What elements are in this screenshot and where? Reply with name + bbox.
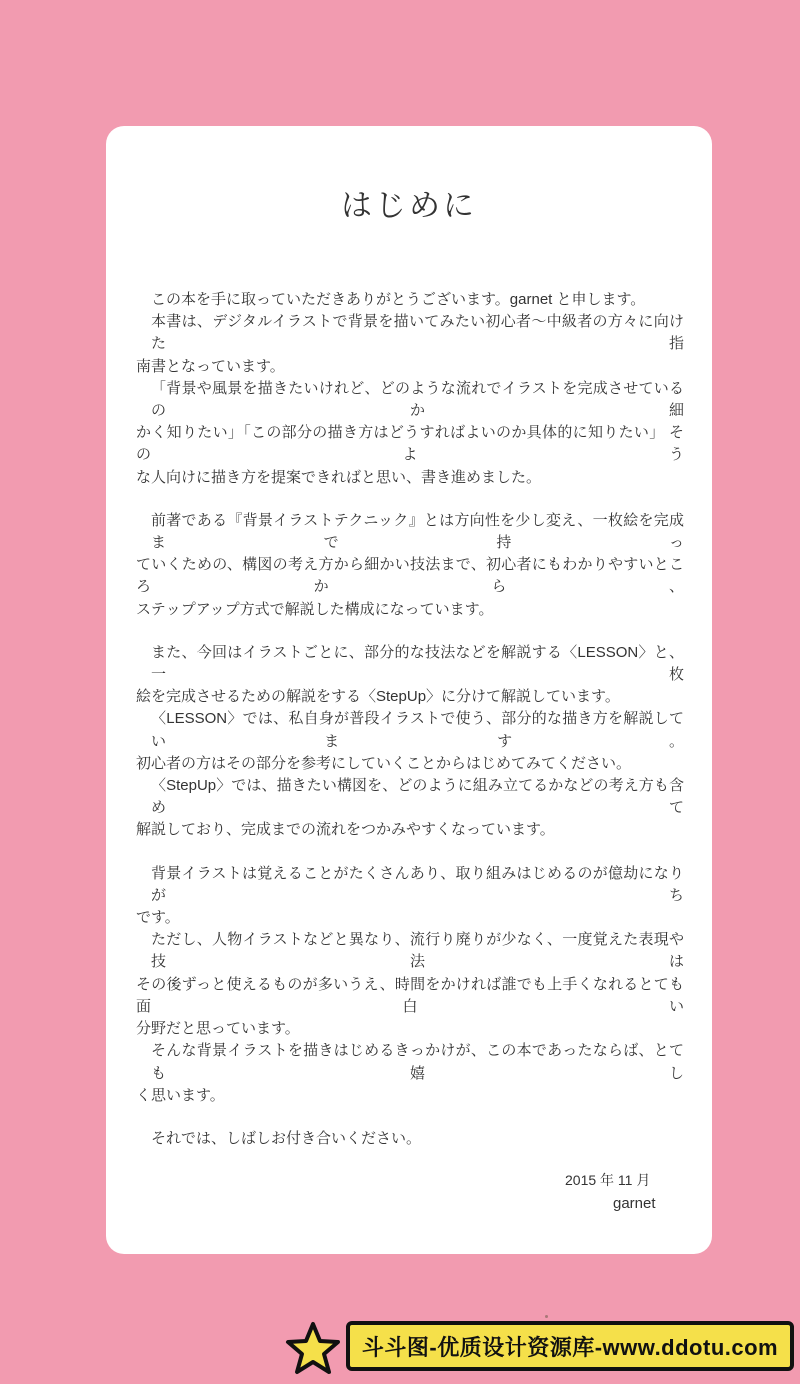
text-line: 本書は、デジタルイラストで背景を描いてみたい初心者～中級者の方々に向けた指: [151, 313, 684, 353]
text-line: です。: [136, 909, 180, 927]
text-line: また、今回はイラストごとに、部分的な技法などを解説する〈LESSON〉と、一枚: [151, 643, 684, 684]
text-line: それでは、しばしお付き合いください。: [151, 1129, 422, 1147]
decorative-dot: [545, 1315, 548, 1318]
text-line: 背景イラストは覚えることがたくさんあり、取り組みはじめるのが億劫になりがち: [151, 864, 684, 904]
text-line: な人向けに描き方を提案できればと思い、書き進めました。: [136, 468, 542, 486]
date: 2015 年 11 月: [565, 1172, 651, 1189]
paragraph-gap: [136, 842, 684, 863]
text-line: 絵を完成させるための解説をする〈StepUp〉に分けて解説しています。: [136, 688, 620, 706]
paragraph-gap: [136, 1107, 684, 1128]
text-line: かく知りたい」「この部分の描き方はどうすればよいのか具体的に知りたい」 そのよう: [136, 424, 684, 464]
preface-body: [136, 289, 684, 1150]
text-line: 〈LESSON〉では、私自身が普段イラストで使う、部分的な描き方を解説しています。: [151, 710, 684, 750]
star-icon: [284, 1320, 342, 1378]
author-signature: garnet: [613, 1195, 656, 1213]
text-line: 分野だと思っています。: [136, 1020, 300, 1038]
paragraph-gap: [136, 621, 684, 642]
page-card: [106, 126, 712, 1254]
text-line: ていくための、構図の考え方から細かい技法まで、初心者にもわかりやすいところから、: [136, 556, 684, 596]
text-line: 前著である『背景イラストテクニック』とは方向性を少し変え、一枚絵を完成まで持っ: [151, 511, 684, 552]
text-line: く思います。: [136, 1086, 225, 1104]
text-line: そんな背景イラストを描きはじめるきっかけが、この本であったならば、とても嬉し: [151, 1042, 684, 1082]
text-line: 「背景や風景を描きたいけれど、どのような流れでイラストを完成させているのか細: [151, 379, 684, 420]
text-line: 初心者の方はその部分を参考にしていくことからはじめてみてください。: [136, 754, 632, 772]
text-line: 南書となっています。: [136, 357, 285, 375]
page-title: はじめに: [341, 188, 477, 223]
text-line: ただし、人物イラストなどと異なり、流行り廃りが少なく、一度覚えた表現や技法は: [151, 931, 684, 971]
paragraph-gap: [136, 489, 684, 510]
text-line: この本を手に取っていただきありがとうございます。garnet と申します。: [151, 291, 646, 308]
watermark-banner[interactable]: 斗斗图-优质设计资源库-www.ddotu.com: [346, 1321, 794, 1371]
text-line: 〈StepUp〉では、描きたい構図を、どのように組み立てるかなどの考え方も含めて: [151, 777, 684, 817]
footer: [0, 1318, 800, 1378]
text-line: ステップアップ方式で解説した構成になっています。: [136, 600, 494, 618]
text-line: 解説しており、完成までの流れをつかみやすくなっています。: [136, 821, 555, 839]
text-line: その後ずっと使えるものが多いうえ、時間をかければ誰でも上手くなれるとても面白い: [136, 975, 684, 1015]
